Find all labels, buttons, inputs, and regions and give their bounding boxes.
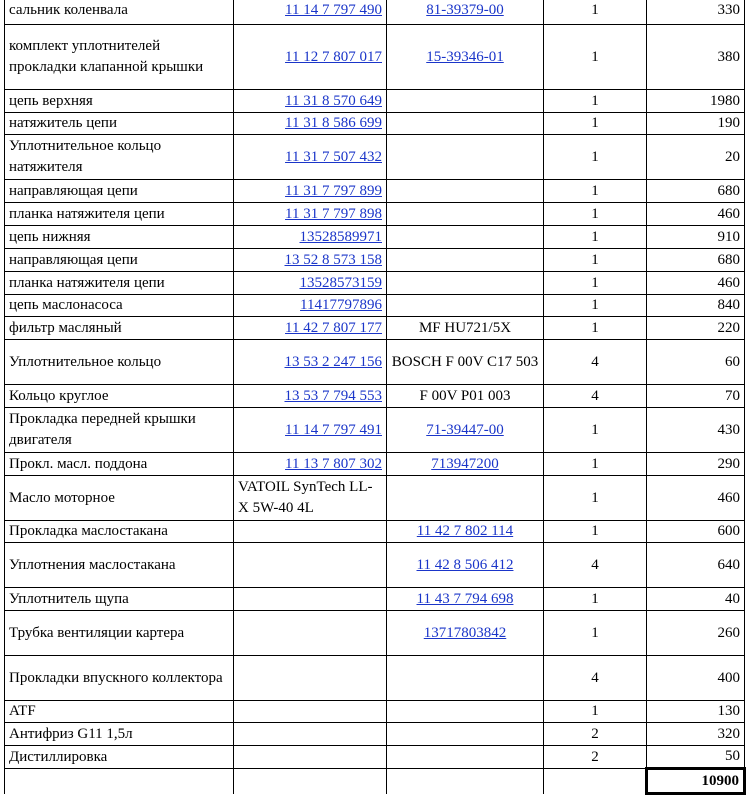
table-row — [5, 135, 745, 180]
oem-number — [234, 521, 387, 543]
price: 640 — [647, 543, 745, 588]
total-row — [5, 769, 745, 794]
part-name: натяжитель цепи — [5, 113, 234, 135]
price: 260 — [647, 611, 745, 656]
part-name: Уплотнительное кольцо — [5, 340, 234, 385]
parts-table — [4, 0, 746, 795]
price: 1980 — [647, 90, 745, 113]
oem-number — [234, 543, 387, 588]
part-name: Дистиллировка — [5, 746, 234, 769]
table-row — [5, 543, 745, 588]
alt-number-link[interactable]: 15-39346-01 — [426, 48, 504, 65]
alt-number — [387, 226, 544, 249]
price: 910 — [647, 226, 745, 249]
quantity: 1 — [544, 453, 647, 476]
oem-number-link[interactable]: 13 52 8 573 158 — [284, 251, 382, 268]
oem-number-link[interactable]: 11 14 7 797 490 — [285, 2, 382, 18]
part-name: Кольцо круглое — [5, 385, 234, 408]
oem-number-link[interactable]: 11 31 8 570 649 — [285, 92, 382, 109]
quantity: 1 — [544, 521, 647, 543]
table-row — [5, 295, 745, 317]
part-name: сальник коленвала — [5, 0, 234, 25]
total-sum: 10900 — [647, 769, 745, 794]
quantity: 1 — [544, 249, 647, 272]
alt-number — [387, 656, 544, 701]
alt-number — [387, 701, 544, 723]
part-name: Уплотнитель щупа — [5, 588, 234, 611]
oem-number[interactable] — [234, 408, 387, 453]
price: 20 — [647, 135, 745, 180]
part-name: фильтр масляный — [5, 317, 234, 340]
alt-number[interactable] — [387, 408, 544, 453]
part-name: планка натяжителя цепи — [5, 203, 234, 226]
table-row — [5, 701, 745, 723]
alt-number — [387, 746, 544, 769]
table-row — [5, 340, 745, 385]
price: 380 — [647, 25, 745, 90]
oem-number — [234, 656, 387, 701]
oem-number[interactable] — [234, 203, 387, 226]
part-name: Масло моторное — [5, 476, 234, 521]
quantity: 1 — [544, 295, 647, 317]
quantity: 2 — [544, 746, 647, 769]
table-row — [5, 408, 745, 453]
quantity: 1 — [544, 611, 647, 656]
price: 190 — [647, 113, 745, 135]
quantity: 1 — [544, 272, 647, 295]
oem-number[interactable] — [234, 90, 387, 113]
oem-number[interactable] — [234, 249, 387, 272]
total-empty-cell — [544, 769, 647, 794]
table-row — [5, 249, 745, 272]
oem-number[interactable] — [234, 340, 387, 385]
price: 600 — [647, 521, 745, 543]
alt-number — [387, 249, 544, 272]
alt-number-link[interactable]: 11 42 8 506 412 — [416, 556, 514, 573]
alt-number — [387, 272, 544, 295]
alt-number[interactable] — [387, 611, 544, 656]
part-name: цепь нижняя — [5, 226, 234, 249]
oem-number-link[interactable]: 11417797896 — [300, 297, 382, 313]
oem-number[interactable] — [234, 226, 387, 249]
quantity: 1 — [544, 90, 647, 113]
table-row — [5, 90, 745, 113]
alt-number: F 00V P01 003 — [387, 385, 544, 408]
table-row — [5, 272, 745, 295]
oem-number[interactable] — [234, 272, 387, 295]
price: 330 — [647, 0, 745, 25]
alt-number[interactable] — [387, 0, 544, 25]
alt-number — [387, 476, 544, 521]
table-row — [5, 0, 745, 25]
table-row — [5, 611, 745, 656]
price: 460 — [647, 203, 745, 226]
alt-number-link[interactable]: 81-39379-00 — [426, 2, 504, 18]
price: 680 — [647, 180, 745, 203]
oem-number-link[interactable]: 11 12 7 807 017 — [285, 48, 382, 65]
quantity: 1 — [544, 25, 647, 90]
part-name: Прокладка передней крышки двигателя — [5, 408, 234, 453]
part-name: Антифриз G11 1,5л — [5, 723, 234, 746]
alt-number[interactable] — [387, 521, 544, 543]
price: 400 — [647, 656, 745, 701]
alt-number-link[interactable]: 71-39447-00 — [426, 421, 504, 438]
price: 290 — [647, 453, 745, 476]
price: 430 — [647, 408, 745, 453]
oem-number — [234, 611, 387, 656]
oem-number[interactable] — [234, 25, 387, 90]
parts-table-body — [5, 0, 745, 794]
alt-number[interactable] — [387, 588, 544, 611]
alt-number — [387, 135, 544, 180]
alt-number: BOSCH F 00V C17 503 — [387, 340, 544, 385]
alt-number[interactable] — [387, 25, 544, 90]
alt-number-link[interactable]: 11 43 7 794 698 — [416, 590, 514, 607]
oem-number — [234, 701, 387, 723]
part-name: цепь верхняя — [5, 90, 234, 113]
quantity: 1 — [544, 113, 647, 135]
alt-number[interactable] — [387, 453, 544, 476]
table-row — [5, 723, 745, 746]
table-row — [5, 746, 745, 769]
quantity: 1 — [544, 0, 647, 25]
alt-number — [387, 113, 544, 135]
part-name: Уплотнения маслостакана — [5, 543, 234, 588]
oem-number-link[interactable]: 11 42 7 807 177 — [285, 319, 382, 336]
price: 130 — [647, 701, 745, 723]
total-empty-cell — [5, 769, 234, 794]
quantity: 1 — [544, 203, 647, 226]
oem-number-link[interactable]: 13528573159 — [299, 274, 382, 291]
part-name: Уплотнительное кольцо натяжителя — [5, 135, 234, 180]
oem-number-link[interactable]: 13528589971 — [299, 228, 382, 245]
price: 70 — [647, 385, 745, 408]
table-row — [5, 203, 745, 226]
quantity: 1 — [544, 476, 647, 521]
oem-number[interactable] — [234, 0, 387, 25]
oem-number — [234, 723, 387, 746]
table-row — [5, 317, 745, 340]
oem-number-link[interactable]: 11 31 7 507 432 — [285, 148, 382, 165]
table-row — [5, 476, 745, 521]
oem-number[interactable] — [234, 113, 387, 135]
price: 50 — [647, 746, 745, 769]
price: 220 — [647, 317, 745, 340]
price: 40 — [647, 588, 745, 611]
part-name: планка натяжителя цепи — [5, 272, 234, 295]
oem-number[interactable] — [234, 180, 387, 203]
part-name: комплект уплотнителей прокладки клапанной крышки — [5, 25, 234, 90]
table-row — [5, 521, 745, 543]
part-name: Трубка вентиляции картера — [5, 611, 234, 656]
quantity: 4 — [544, 543, 647, 588]
oem-number[interactable] — [234, 135, 387, 180]
total-empty-cell — [387, 769, 544, 794]
quantity: 4 — [544, 656, 647, 701]
oem-number: VATOIL SynTech LL-X 5W-40 4L — [234, 476, 387, 521]
alt-number — [387, 90, 544, 113]
price: 680 — [647, 249, 745, 272]
quantity: 1 — [544, 588, 647, 611]
table-row — [5, 588, 745, 611]
oem-number — [234, 746, 387, 769]
table-row — [5, 25, 745, 90]
quantity: 4 — [544, 340, 647, 385]
oem-number[interactable] — [234, 317, 387, 340]
part-name: Прокл. масл. поддона — [5, 453, 234, 476]
oem-number[interactable] — [234, 385, 387, 408]
alt-number — [387, 295, 544, 317]
oem-number — [234, 588, 387, 611]
table-row — [5, 453, 745, 476]
oem-number-link[interactable]: 11 31 8 586 699 — [285, 115, 382, 131]
price: 320 — [647, 723, 745, 746]
part-name: направляющая цепи — [5, 249, 234, 272]
alt-number-link[interactable]: 13717803842 — [423, 624, 507, 641]
table-row — [5, 656, 745, 701]
total-empty-cell — [234, 769, 387, 794]
part-name: Прокладка маслостакана — [5, 521, 234, 543]
table-row — [5, 226, 745, 249]
oem-number[interactable] — [234, 295, 387, 317]
alt-number[interactable] — [387, 543, 544, 588]
quantity: 4 — [544, 385, 647, 408]
quantity: 1 — [544, 317, 647, 340]
quantity: 1 — [544, 226, 647, 249]
part-name: направляющая цепи — [5, 180, 234, 203]
alt-number — [387, 723, 544, 746]
oem-number-link[interactable]: 11 31 7 797 899 — [285, 182, 382, 199]
price: 60 — [647, 340, 745, 385]
oem-number-link[interactable]: 11 13 7 807 302 — [285, 455, 382, 472]
alt-number — [387, 203, 544, 226]
oem-number[interactable] — [234, 453, 387, 476]
quantity: 1 — [544, 408, 647, 453]
oem-number-link[interactable]: 13 53 2 247 156 — [284, 353, 382, 370]
quantity: 1 — [544, 135, 647, 180]
price: 460 — [647, 272, 745, 295]
oem-number-link[interactable]: 13 53 7 794 553 — [284, 387, 382, 404]
alt-number: MF HU721/5X — [387, 317, 544, 340]
oem-number-link[interactable]: 11 14 7 797 491 — [285, 421, 382, 438]
part-name: цепь маслонасоса — [5, 295, 234, 317]
oem-number-link[interactable]: 11 31 7 797 898 — [285, 205, 382, 222]
table-row — [5, 113, 745, 135]
quantity: 1 — [544, 701, 647, 723]
quantity: 1 — [544, 180, 647, 203]
alt-number — [387, 180, 544, 203]
price: 460 — [647, 476, 745, 521]
part-name: Прокладки впускного коллектора — [5, 656, 234, 701]
quantity: 2 — [544, 723, 647, 746]
part-name: ATF — [5, 701, 234, 723]
table-row — [5, 385, 745, 408]
alt-number-link[interactable]: 11 42 7 802 114 — [416, 523, 514, 539]
table-row — [5, 180, 745, 203]
price: 840 — [647, 295, 745, 317]
alt-number-link[interactable]: 713947200 — [431, 455, 499, 472]
